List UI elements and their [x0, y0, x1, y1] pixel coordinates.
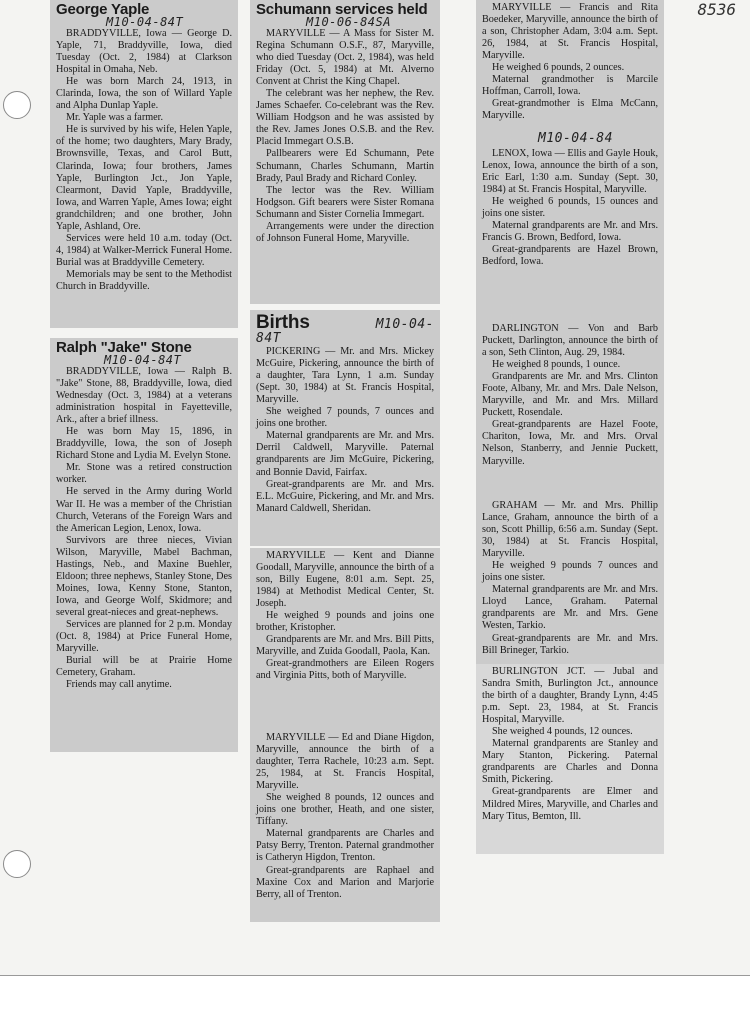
paragraph: Grandparents are Mr. and Mrs. Clinton Foote, Albany, Mr. and Mrs. Dale Nelson, Maryville, and Mr. and Mrs. Millard Puckett, Rosendale.: [482, 371, 658, 419]
paragraph: BRADDYVILLE, Iowa — Ralph B. "Jake" Stone, 88, Braddyville, Iowa, died Wednesday (Oct. 3, 1984) at a veterans administration hospital in Fayetteville, Ark., after a brief illness.: [56, 366, 232, 426]
binder-hole: [3, 91, 31, 119]
paragraph: She weighed 4 pounds, 12 ounces.: [492, 726, 633, 738]
paragraph: Mr. Stone was a retired construction worker.: [56, 462, 232, 486]
birth-goodall: [250, 548, 440, 716]
handwritten-date: M10-04-84T: [256, 317, 434, 346]
paragraph: He was born March 24, 1913, in Clarinda, Iowa, the son of Willard Yaple and Alpha Dunlap Yaple.: [56, 76, 232, 112]
paragraph: Maternal grandparents are Charles and Patsy Berry, Trenton. Paternal grandmother is Catheryn Higdon, Trenton.: [256, 828, 434, 864]
paragraph: Great-grandparents are Elmer and Mildred Mires, Maryville, and Charles and Mary Titus, Bemton, Ill.: [482, 786, 658, 822]
paragraph: Burial will be at Prairie Home Cemetery, Graham.: [56, 655, 232, 679]
paragraph: He weighed 6 pounds, 15 ounces and joins one sister.: [482, 196, 658, 220]
paragraph: He served in the Army during World War II. He was a member of the Christian Church, Veterans of the Foreign Wars and the American Legion, Lenox, Iowa.: [56, 486, 232, 534]
obituary-heading: George Yaple: [56, 1, 150, 18]
obituary-schumann: [250, 0, 440, 304]
paragraph: Great-grandmothers are Eileen Rogers and Virginia Pitts, both of Maryville.: [256, 658, 434, 682]
paragraph: Arrangements were under the direction of Johnson Funeral Home, Maryville.: [256, 220, 434, 244]
paragraph: The celebrant was her nephew, the Rev. James Schaefer. Co-celebrant was the Rev. William Hodgson and he was assisted by the Rev. James Jones O.S.B. and the Rev. Placid Immegart O.S.B.: [256, 88, 434, 148]
paragraph: Maternal grandparents are Mr. and Mrs. Derril Caldwell, Maryville. Paternal grandparents are Jim McGuire, Pickering, and Bonnie David, Fairfax.: [256, 430, 434, 478]
paragraph: He was born May 15, 1896, in Braddyville, Iowa, the son of Joseph Richard Stone and Lydia M. Evelyn Stone.: [56, 426, 232, 462]
paragraph: Grandparents are Mr. and Mrs. Bill Pitts, Maryville, and Zuida Goodall, Paola, Kan.: [256, 634, 434, 658]
paragraph: Great-grandparents are Hazel Brown, Bedford, Iowa.: [482, 244, 658, 268]
paragraph: GRAHAM — Mr. and Mrs. Phillip Lance, Graham, announce the birth of a son, Scott Phillip, 6:56 a.m. Sunday (Sept. 30, 1984) at St. Francis Hospital, Maryville.: [482, 500, 658, 560]
paragraph: He is survived by his wife, Helen Yaple, of the home; two daughters, Mary Brady, Brownsville, Texas, and Carol Butt, Clarinda, Iowa; four brothers, James Yaple, Burlington Jct., Jon Yaple, Clearmont, David Yaple, Braddyville, Iowa, and Warren Yaple, Ames Iowa; eight grandchildren; and one brother, John Yaple, Ashland, Ore.: [56, 124, 232, 232]
birth-puckett: [476, 306, 664, 492]
paragraph: Mr. Yaple was a farmer.: [66, 112, 164, 124]
obituary-heading: Ralph "Jake" Stone: [56, 339, 192, 356]
paragraph: He weighed 9 pounds and joins one brother, Kristopher.: [256, 610, 434, 634]
paragraph: Maternal grandmother is Marcile Hoffman, Carroll, Iowa.: [482, 74, 658, 98]
paragraph: BURLINGTON JCT. — Jubal and Sandra Smith, Burlington Jct., announce the birth of a daughter, Brandy Lynn, 4:45 p.m. Sept. 23, 1984, at St. Francis Hospital, Maryville.: [482, 666, 658, 726]
paragraph: MARYVILLE — Francis and Rita Boedeker, Maryville, announce the birth of a son, Christopher Adam, 3:04 a.m. Sept. 26, 1984, at St. Francis Hospital, Maryville.: [482, 2, 658, 62]
paragraph: Services are planned for 2 p.m. Monday (Oct. 8, 1984) at Price Funeral Home, Maryville.: [56, 618, 232, 655]
paragraph: Maternal grandparents are Stanley and Mary Stanton, Pickering. Paternal grandparents are Charles and Donna Smith, Pickering.: [482, 738, 658, 786]
paragraph: Memorials may be sent to the Methodist Church in Braddyville.: [56, 268, 232, 292]
paragraph: Great-grandparents are Raphael and Maxine Cox and Marion and Marjorie Berry, all of Trenton.: [256, 864, 434, 900]
obituary-heading: Schumann services held: [256, 1, 428, 18]
paragraph: Great-grandparents are Mr. and Mrs. E.L. McGuire, Pickering, and Mr. and Mrs. Manard Caldwell, Sheridan.: [256, 478, 434, 514]
birth-boedeker: [476, 0, 664, 128]
paragraph: MARYVILLE — Kent and Dianne Goodall, Maryville, announce the birth of a son, Billy Eugene, 8:01 a.m. Sept. 25, 1984) at Methodist Medical Center, St. Joseph.: [256, 550, 434, 610]
handwritten-date: M10-06-84SA: [306, 15, 391, 29]
paragraph: Great-grandparents are Mr. and Mrs. Bill Brineger, Tarkio.: [482, 632, 658, 656]
binder-hole: [3, 850, 31, 878]
birth-houk: [476, 128, 664, 306]
paragraph: She weighed 7 pounds, 7 ounces and joins one brother.: [256, 406, 434, 430]
obituary-yaple: [50, 0, 238, 328]
paragraph: Maternal grandparents are Mr. and Mrs. Lloyd Lance, Graham. Paternal grandparents are Mr. and Mrs. Gene Westen, Tarkio.: [482, 584, 658, 632]
page-number: 8536: [697, 0, 736, 19]
birth-higdon: [250, 716, 440, 922]
paragraph: Survivors are three nieces, Vivian Wilson, Maryville, Mabel Bachman, Hastings, Neb., and Maxine Buehler, Eldoon; three nephews, Stanley Stone, Des Moines, Iowa, Kenny Stone, Stanton, Iowa, and George Wolf, Skidmore; and several great-nieces and great-nephews.: [56, 534, 232, 618]
paragraph: BRADDYVILLE, Iowa — George D. Yaple, 71, Braddyville, Iowa, died Tuesday (Oct. 2, 1984) at Clarkson Hospital in Omaha, Neb.: [56, 28, 232, 76]
paragraph: MARYVILLE — Ed and Diane Higdon, Maryville, announce the birth of a daughter, Terra Rachele, 10:23 a.m. Sept. 25, 1984, at St. Francis Hospital, Maryville.: [256, 732, 434, 792]
birth-smith: [476, 664, 664, 854]
paragraph: Friends may call anytime.: [66, 679, 172, 691]
paragraph: The lector was the Rev. William Hodgson. Gift bearers were Sister Romana Schumann and Sister Cornelia Immegart.: [256, 184, 434, 220]
paragraph: He weighed 9 pounds 7 ounces and joins one sister.: [482, 560, 658, 584]
section-heading-births: Births: [256, 312, 310, 333]
paragraph: Pallbearers were Ed Schumann, Pete Schumann, Charles Schumann, Martin Brady, Paul Brady and Richard Conley.: [256, 148, 434, 184]
paragraph: He weighed 6 pounds, 2 ounces.: [492, 62, 625, 74]
handwritten-date: M10-04-84: [538, 131, 613, 146]
paragraph: Great-grandmother is Elma McCann, Maryville.: [482, 98, 658, 122]
paragraph: Services were held 10 a.m. today (Oct. 4, 1984) at Walker-Merrick Funeral Home. Burial was at Braddyville Cemetery.: [56, 232, 232, 268]
paragraph: She weighed 8 pounds, 12 ounces and joins one brother, Heath, and one sister, Tiffany.: [256, 792, 434, 828]
obituary-stone: [50, 338, 238, 752]
paragraph: PICKERING — Mr. and Mrs. Mickey McGuire, Pickering, announce the birth of a daughter, Tara Lynn, 1 a.m. Sunday (Sept. 30, 1984) at St. Francis Hospital, Maryville.: [256, 346, 434, 406]
paragraph: DARLINGTON — Von and Barb Puckett, Darlington, announce the birth of a son, Seth Clinton, Aug. 29, 1984.: [482, 323, 658, 359]
paragraph: Great-grandparents are Hazel Foote, Chariton, Iowa, Mr. and Mrs. Orval Nelson, Stanberry, and Jennie Puckett, Maryville.: [482, 419, 658, 467]
paragraph: Maternal grandparents are Mr. and Mrs. Francis G. Brown, Bedford, Iowa.: [482, 220, 658, 244]
paragraph: He weighed 8 pounds, 1 ounce.: [492, 359, 621, 371]
birth-mcguire: [250, 310, 440, 546]
paragraph: LENOX, Iowa — Ellis and Gayle Houk, Lenox, Iowa, announce the birth of a son, Eric Earl, 1:30 a.m. Sunday (Sept. 30, 1984) at St. Francis Hospital, Maryville.: [482, 148, 658, 196]
birth-lance: [476, 492, 664, 664]
handwritten-date: M10-04-84T: [106, 15, 184, 29]
handwritten-date: M10-04-84T: [104, 353, 182, 367]
paragraph: MARYVILLE — A Mass for Sister M. Regina Schumann O.S.F., 87, Maryville, who died Tuesday (Oct. 2, 1984), was held Friday (Oct. 5, 1984) at Mt. Alverno Convent at Christ the King Chapel.: [256, 28, 434, 88]
